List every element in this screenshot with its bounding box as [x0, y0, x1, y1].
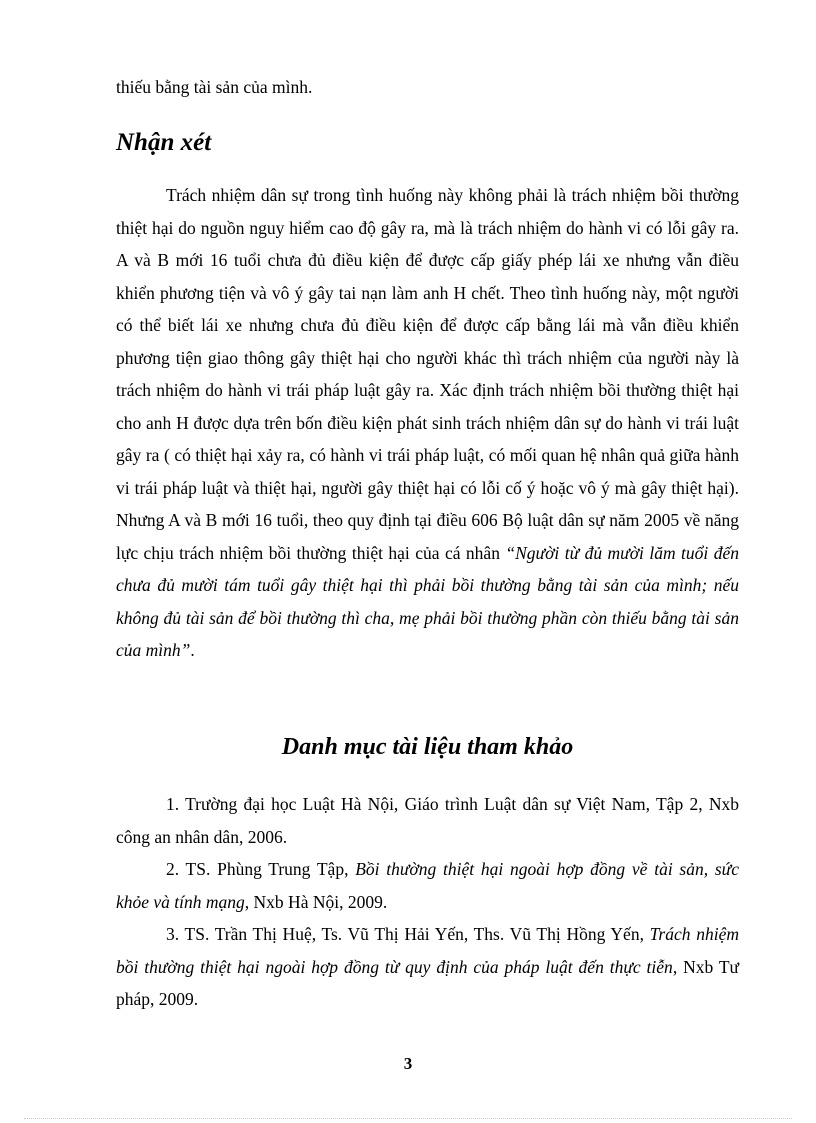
page-number: 3 — [403, 1054, 413, 1073]
reference-item-2 — [116, 853, 739, 918]
continuation-line: thiếu bằng tài sản của mình. — [116, 77, 313, 97]
reference-3-title: Trách nhiệm bồi thường thiệt hại ngoài hợp đồng từ quy định của pháp luật đến thực tiễn — [116, 924, 739, 977]
reference-2-publisher: , Nxb Hà Nội, 2009. — [244, 891, 388, 912]
reference-3-publisher: , Nxb Tư pháp, 2009. — [116, 956, 739, 1009]
analysis-end: . — [190, 640, 195, 660]
analysis-paragraph — [116, 179, 739, 667]
reference-1-text: 1. Trường đại học Luật Hà Nội, Giáo trình Luật dân sự Việt Nam, Tập 2, Nxb công an nhân dân, 2006. — [116, 794, 739, 847]
reference-2-author: 2. TS. Phùng Trung Tập, — [166, 859, 356, 879]
reference-item-1 — [116, 788, 739, 853]
reference-item-3 — [116, 918, 739, 1016]
legal-quote: “Người từ đủ mười lăm tuổi đến chưa đủ mười tám tuổi gây thiệt hại thì phải bồi thường bằng tài sản của mình; nếu không đủ tài sản để bồi thường thì cha, mẹ phải bồi thường phần còn thiếu bằng tài sản của mình” — [116, 542, 739, 660]
section-heading-nhan-xet: Nhận xét — [116, 129, 212, 156]
analysis-text: Trách nhiệm dân sự trong tình huống này không phải là trách nhiệm bồi thường thiệt hại do nguồn nguy hiểm cao độ gây ra, mà là trách nhiệm do hành vi có lỗi gây ra. A và B mới 16 tuổi chưa đủ điều kiện để được cấp giấy phép lái xe nhưng vẫn điều khiển phương tiện và vô ý gây tai nạn làm anh H chết. Theo tình huống này, một người có thể biết lái xe nhưng chưa đủ điều kiện để được cấp bằng lái mà vẫn điều khiển phương tiện giao thông gây thiệt hại cho người khác thì trách nhiệm của người này là trách nhiệm do hành vi trái pháp luật gây ra. Xác định trách nhiệm bồi thường thiệt hại cho anh H được dựa trên bốn điều kiện phát sinh trách nhiệm dân sự do hành vi trái luật gây ra ( có thiệt hại xảy ra, có hành vi trái pháp luật, có mối quan hệ nhân quả giữa hành vi trái pháp luật và thiệt hại, người gây thiệt hại có lỗi cố ý hoặc vô ý mà gây thiệt hại). Nhưng A và B mới 16 tuổi, theo quy định tại điều 606 Bộ luật dân sự năm 2005 về năng lực chịu trách nhiệm bồi thường thiệt hại của cá nhân — [116, 185, 739, 563]
reference-2-title: Bồi thường thiệt hại ngoài hợp đồng về tài sản, sức khỏe và tính mạng — [116, 859, 739, 912]
references-heading: Danh mục tài liệu tham khảo — [281, 734, 574, 760]
reference-3-authors: 3. TS. Trần Thị Huệ, Ts. Vũ Thị Hải Yến, Ths. Vũ Thị Hồng Yến, — [166, 924, 650, 944]
page-bottom-divider — [24, 1118, 792, 1119]
references-list — [116, 788, 739, 1016]
